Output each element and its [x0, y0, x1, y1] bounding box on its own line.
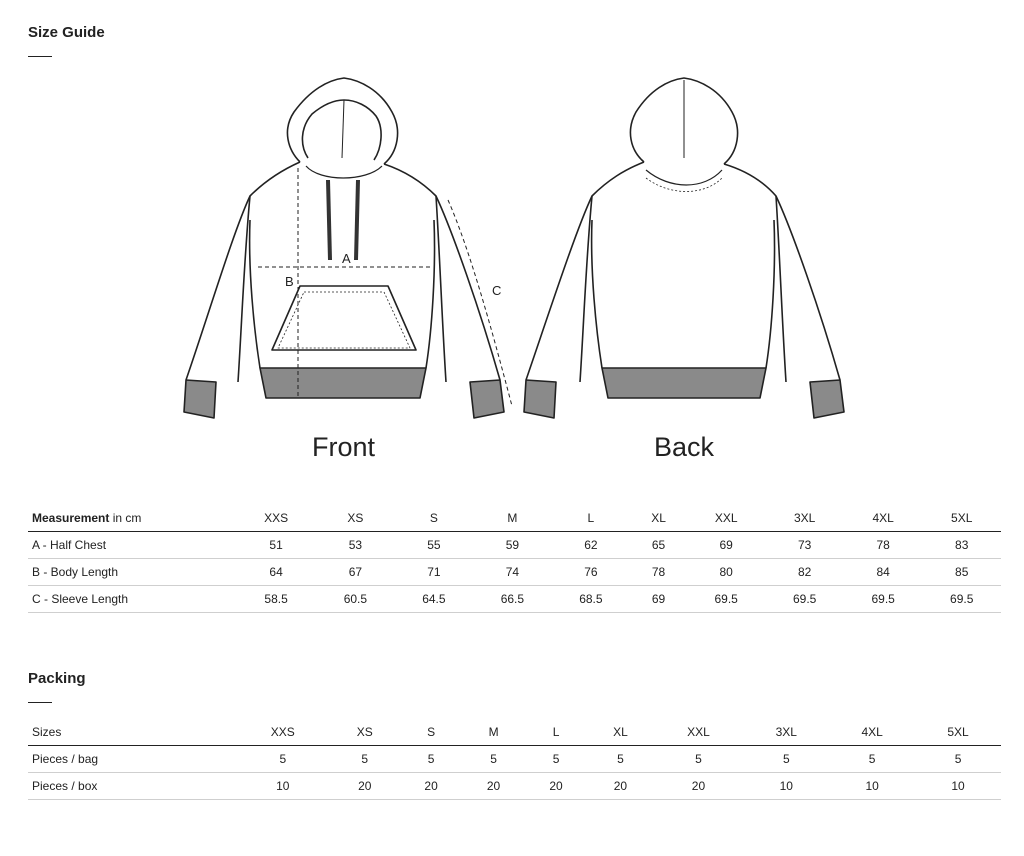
measurement-header-bold: Measurement — [32, 511, 110, 525]
table-cell: 5 — [617, 752, 624, 766]
size-header: S — [427, 725, 436, 739]
table-cell: 55 — [427, 538, 441, 552]
table-cell: 5 — [695, 752, 702, 766]
table-row — [28, 559, 1001, 586]
packing-table — [28, 719, 1001, 800]
size-header: 4XL — [861, 725, 883, 739]
table-cell: 85 — [955, 565, 969, 579]
table-cell: 78 — [651, 565, 666, 579]
table-cell: 78 — [876, 538, 890, 552]
table-cell: 84 — [876, 565, 890, 579]
table-cell: 20 — [549, 779, 563, 793]
row-label: A - Half Chest — [32, 538, 107, 552]
measurement-header-unit: in cm — [109, 511, 142, 525]
size-header: 3XL — [794, 511, 816, 525]
table-cell: 83 — [955, 538, 969, 552]
measurement-header-row — [28, 505, 1001, 532]
size-header: XL — [651, 511, 666, 525]
table-cell: 5 — [427, 752, 435, 766]
row-label: B - Body Length — [32, 565, 119, 579]
table-row — [28, 773, 1001, 800]
table-cell: 65 — [651, 538, 666, 552]
size-header: L — [552, 725, 560, 739]
packing-title: Packing — [28, 670, 86, 687]
table-cell: 58.5 — [264, 592, 288, 606]
table-cell: 67 — [348, 565, 363, 579]
table-cell: 69 — [651, 592, 666, 606]
table-row — [28, 586, 1001, 613]
table-row — [28, 532, 1001, 559]
measurement-table — [28, 505, 1001, 613]
table-cell: 59 — [505, 538, 520, 552]
table-cell: 20 — [358, 779, 372, 793]
table-cell: 69.5 — [871, 592, 895, 606]
packing-header-label: Sizes — [32, 725, 62, 739]
hoodie-back-drawing — [524, 78, 844, 418]
table-cell: 20 — [486, 779, 501, 793]
table-cell: 69.5 — [793, 592, 817, 606]
size-header: XS — [356, 725, 373, 739]
table-cell: 53 — [348, 538, 363, 552]
size-header: S — [429, 511, 438, 525]
size-header: 5XL — [947, 725, 969, 739]
table-cell: 20 — [691, 779, 706, 793]
table-cell: 80 — [719, 565, 733, 579]
size-header: XXL — [714, 511, 738, 525]
table-cell: 62 — [584, 538, 598, 552]
marker-b-label: B — [285, 274, 294, 289]
size-header: XXS — [270, 725, 295, 739]
size-header: 5XL — [951, 511, 973, 525]
table-cell: 69.5 — [714, 592, 738, 606]
table-cell: 5 — [552, 752, 560, 766]
size-header: M — [488, 725, 499, 739]
table-cell: 69.5 — [950, 592, 974, 606]
table-cell: 69 — [719, 538, 733, 552]
table-cell: 5 — [490, 752, 497, 766]
size-header: XXS — [264, 511, 289, 525]
table-cell: 10 — [779, 779, 793, 793]
size-guide-title: Size Guide — [28, 24, 105, 41]
row-label: Pieces / bag — [32, 752, 99, 766]
table-cell: 74 — [505, 565, 520, 579]
hoodie-illustration — [170, 70, 870, 470]
table-cell: 20 — [424, 779, 438, 793]
table-cell: 71 — [427, 565, 441, 579]
size-header: M — [507, 511, 518, 525]
size-header: XL — [613, 725, 628, 739]
hoodie-front-drawing — [184, 78, 512, 418]
size-header: L — [587, 511, 595, 525]
table-cell: 64 — [269, 565, 283, 579]
table-cell: 68.5 — [579, 592, 603, 606]
table-cell: 5 — [782, 752, 790, 766]
measurement-header-label — [28, 505, 236, 532]
marker-c-label: C — [492, 283, 502, 298]
row-label: Pieces / box — [32, 779, 98, 793]
row-label: C - Sleeve Length — [32, 592, 129, 606]
front-view-label: Front — [312, 432, 376, 462]
table-cell: 5 — [954, 752, 962, 766]
table-cell: 10 — [951, 779, 965, 793]
table-cell: 82 — [798, 565, 812, 579]
back-view-label: Back — [654, 432, 715, 462]
table-cell: 51 — [269, 538, 283, 552]
size-header: XS — [347, 511, 364, 525]
size-header: 3XL — [775, 725, 797, 739]
table-cell: 76 — [584, 565, 598, 579]
table-cell: 10 — [276, 779, 290, 793]
table-cell: 66.5 — [500, 592, 525, 606]
packing-header-row — [28, 719, 1001, 746]
table-cell: 64.5 — [422, 592, 446, 606]
marker-a-label: A — [342, 251, 351, 266]
table-row — [28, 746, 1001, 773]
table-cell: 73 — [798, 538, 812, 552]
table-cell: 5 — [279, 752, 287, 766]
size-header: 4XL — [872, 511, 894, 525]
packing-title-underline — [28, 702, 52, 703]
table-cell: 5 — [361, 752, 369, 766]
table-cell: 60.5 — [343, 592, 368, 606]
table-cell: 20 — [613, 779, 628, 793]
title-underline — [28, 56, 52, 57]
size-header: XXL — [687, 725, 710, 739]
table-cell: 10 — [865, 779, 879, 793]
table-cell: 5 — [868, 752, 876, 766]
